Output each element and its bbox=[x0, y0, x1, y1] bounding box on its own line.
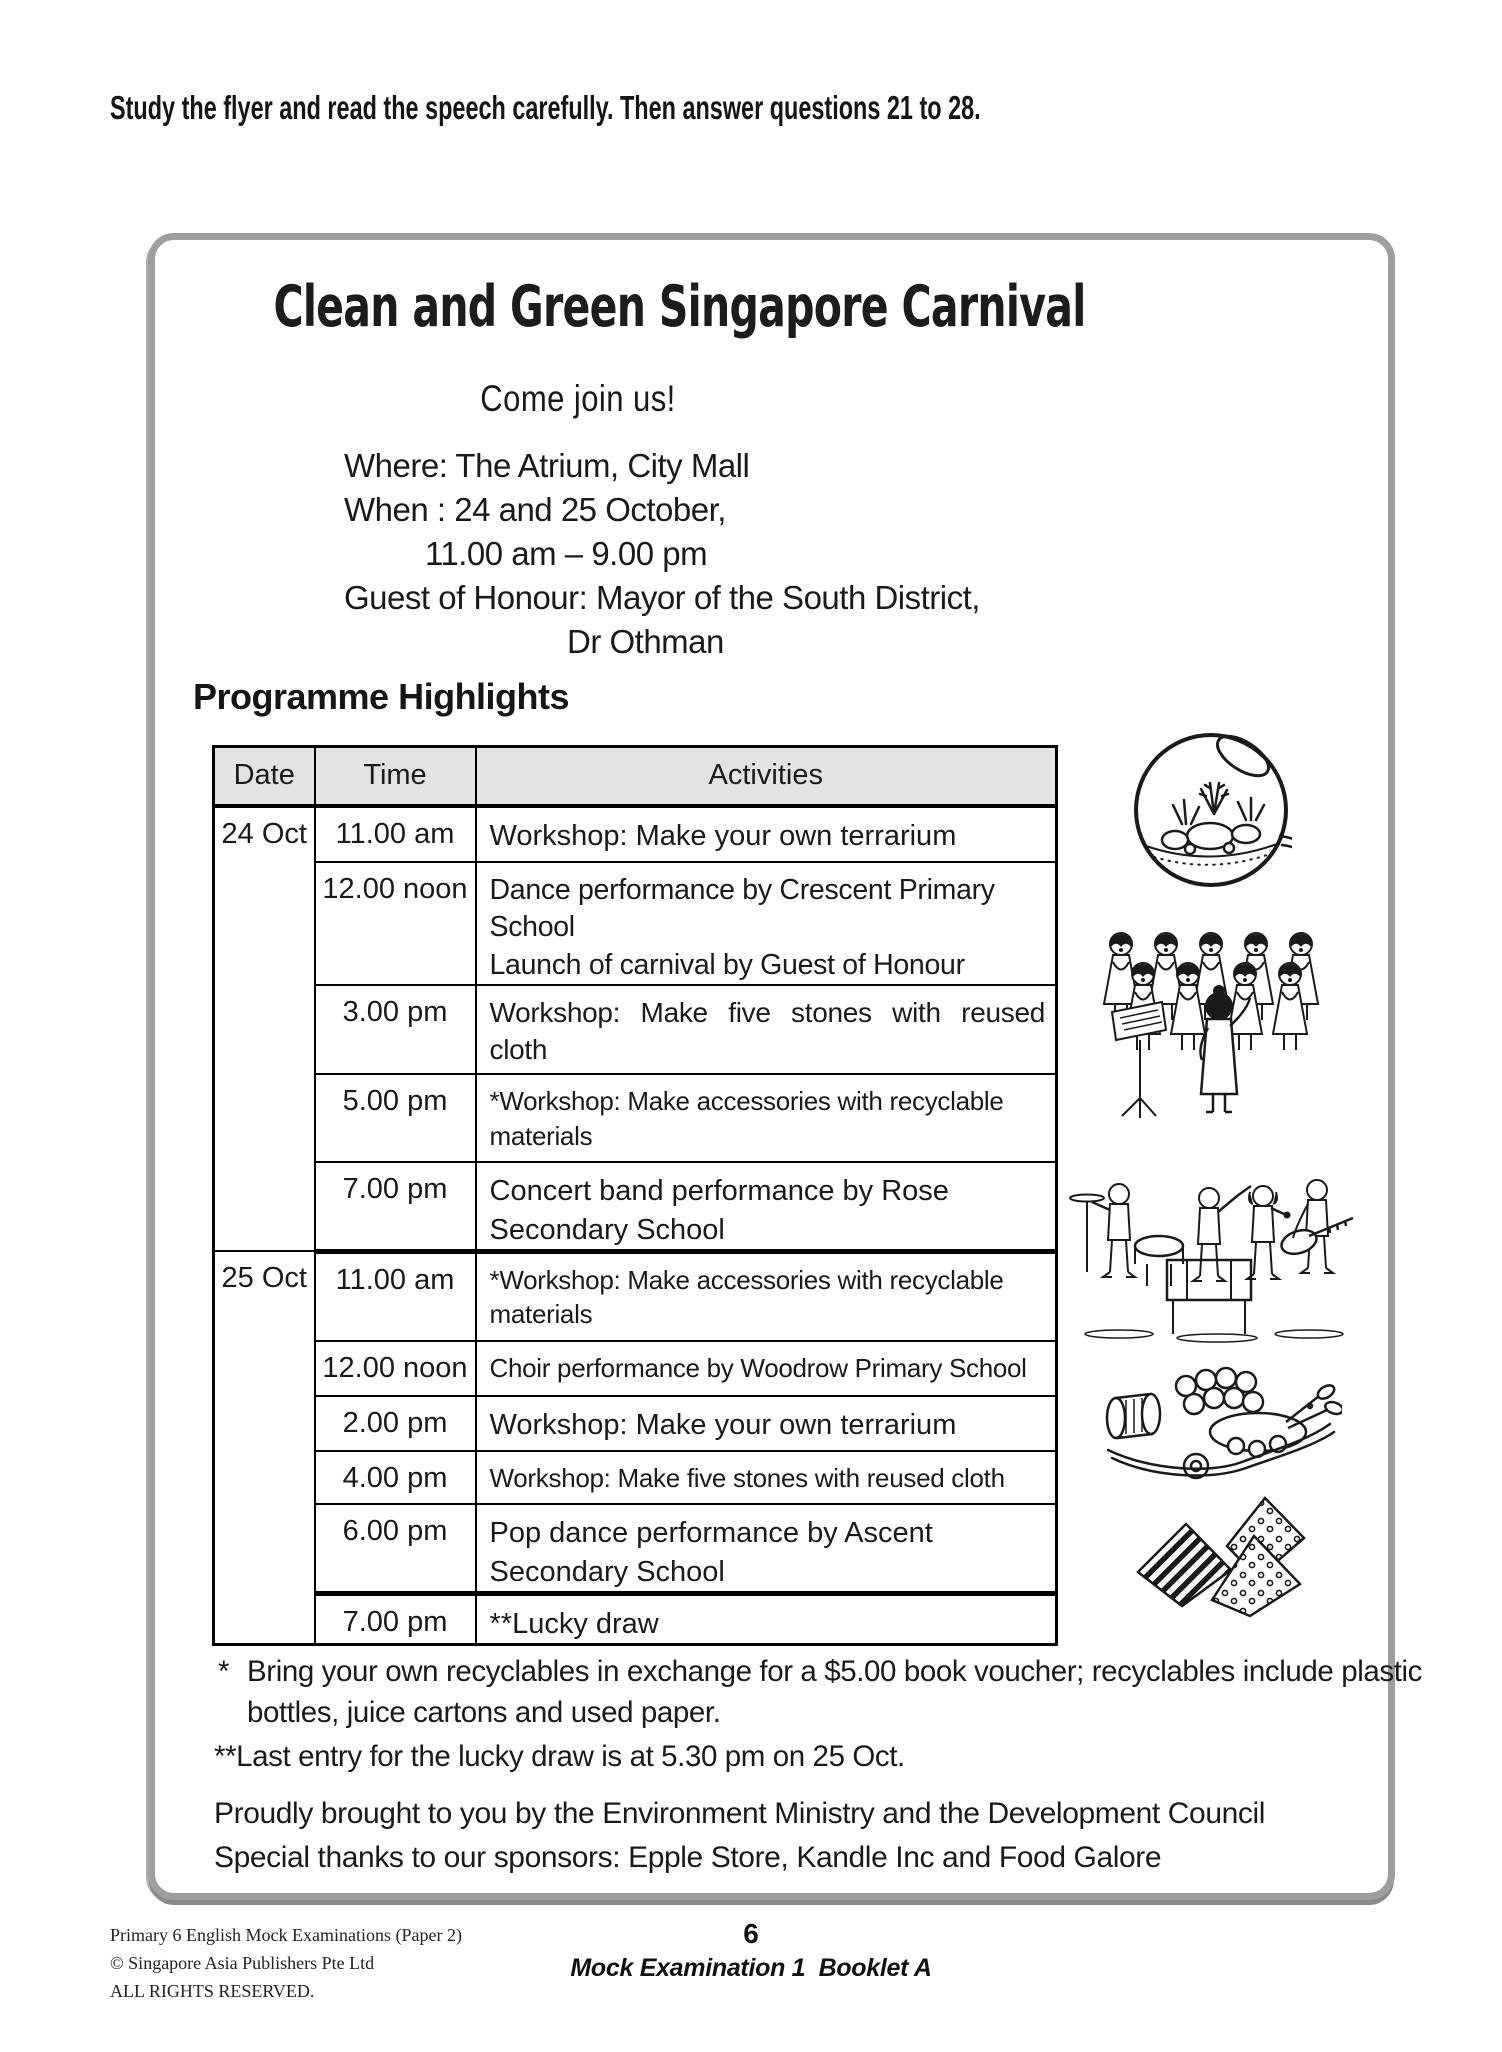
craft-materials-illustration bbox=[1090, 1352, 1342, 1484]
instruction-text: Study the flyer and read the speech carefully. Then answer questions 21 to 28. bbox=[110, 89, 981, 126]
date-cell: 25 Oct bbox=[214, 1251, 315, 1644]
activity-cell: Workshop: Make five stones with reused cloth bbox=[476, 985, 1057, 1074]
activity-cell: *Workshop: Make accessories with recyclable materials bbox=[476, 1251, 1057, 1341]
credits-organisers: Proudly brought to you by the Environment Ministry and the Development Council bbox=[214, 1797, 1266, 1830]
programme-heading: Programme Highlights bbox=[193, 676, 570, 717]
footnote-voucher: * Bring your own recyclables in exchange for a $5.00 book voucher; recyclables include plastic bottles, juice cartons and used paper. bbox=[214, 1652, 1449, 1733]
time-cell: 11.00 am bbox=[315, 806, 476, 862]
table-row bbox=[214, 1162, 1057, 1251]
event-when-line2: 11.00 am – 9.00 pm bbox=[425, 534, 708, 572]
programme-table bbox=[212, 745, 1058, 1646]
footer-imprint bbox=[110, 1922, 462, 2006]
time-cell: 12.00 noon bbox=[315, 862, 476, 986]
time-cell: 4.00 pm bbox=[315, 1451, 476, 1504]
time-cell: 2.00 pm bbox=[315, 1396, 476, 1451]
event-when-line1: When : 24 and 25 October, bbox=[344, 490, 726, 528]
table-row bbox=[214, 1074, 1057, 1162]
activity-cell: Workshop: Make your own terrarium bbox=[476, 1396, 1057, 1451]
time-cell: 3.00 pm bbox=[315, 985, 476, 1074]
table-row bbox=[214, 862, 1057, 986]
table-row bbox=[214, 1396, 1057, 1451]
time-cell: 7.00 pm bbox=[315, 1593, 476, 1644]
event-guest-line1: Guest of Honour: Mayor of the South District, bbox=[344, 578, 980, 616]
asterisk-marker: * bbox=[218, 1655, 230, 1688]
footer-center bbox=[451, 1918, 1051, 1983]
band-illustration bbox=[1067, 1138, 1359, 1344]
footnote-lucky-draw: **Last entry for the lucky draw is at 5.30 pm on 25 Oct. bbox=[214, 1740, 905, 1774]
table-row bbox=[214, 1341, 1057, 1396]
table-row bbox=[214, 1451, 1057, 1504]
activity-cell: Workshop: Make your own terrarium bbox=[476, 806, 1057, 862]
table-row bbox=[214, 1593, 1057, 1644]
table-row bbox=[214, 985, 1057, 1074]
five-stones-beanbags-icon bbox=[1130, 1480, 1322, 1622]
flyer-title: Clean and Green Singapore Carnival bbox=[273, 274, 1086, 340]
footer-imprint-line2: © Singapore Asia Publishers Pte Ltd bbox=[110, 1952, 375, 1973]
booklet-label: Mock Examination 1 Booklet A bbox=[570, 1954, 932, 1982]
choir-illustration bbox=[1093, 900, 1341, 1128]
time-cell: 11.00 am bbox=[315, 1251, 476, 1341]
table-row bbox=[214, 1504, 1057, 1593]
date-cell: 24 Oct bbox=[214, 806, 315, 1252]
choir-singing-icon bbox=[1093, 900, 1341, 1128]
event-guest-line2: Dr Othman bbox=[567, 622, 724, 660]
terrarium-bowl-icon bbox=[1130, 718, 1292, 898]
five-stones-illustration bbox=[1130, 1480, 1322, 1622]
carnival-flyer bbox=[148, 233, 1423, 1900]
table-header-row bbox=[214, 747, 1057, 806]
header-time: Time bbox=[315, 747, 476, 806]
event-where: Where: The Atrium, City Mall bbox=[344, 447, 750, 484]
terrarium-illustration bbox=[1130, 718, 1292, 898]
time-cell: 12.00 noon bbox=[315, 1341, 476, 1396]
activity-cell: Pop dance performance by Ascent Secondary School bbox=[476, 1504, 1057, 1593]
activity-cell: Dance performance by Crescent Primary School Launch of carnival by Guest of Honour bbox=[476, 862, 1057, 986]
header-date: Date bbox=[214, 747, 315, 806]
footer-imprint-line3: ALL RIGHTS RESERVED. bbox=[110, 1980, 315, 2001]
concert-band-icon bbox=[1067, 1138, 1359, 1344]
activity-cell: Choir performance by Woodrow Primary School bbox=[476, 1341, 1057, 1396]
flyer-tagline: Come join us! bbox=[480, 378, 676, 419]
activity-cell: Concert band performance by Rose Secondary School bbox=[476, 1162, 1057, 1251]
time-cell: 7.00 pm bbox=[315, 1162, 476, 1251]
time-cell: 6.00 pm bbox=[315, 1504, 476, 1593]
page-number: 6 bbox=[743, 1918, 759, 1949]
credits bbox=[214, 1792, 1449, 1881]
activity-cell: *Workshop: Make accessories with recyclable materials bbox=[476, 1074, 1057, 1162]
table-row bbox=[214, 806, 1057, 862]
table-row bbox=[214, 1251, 1057, 1341]
footer-imprint-line1: Primary 6 English Mock Examinations (Paper 2) bbox=[110, 1925, 462, 1945]
activity-cell: Workshop: Make five stones with reused cloth bbox=[476, 1451, 1057, 1504]
footnotes bbox=[214, 1652, 1449, 1778]
credits-sponsors: Special thanks to our sponsors: Epple Store, Kandle Inc and Food Galore bbox=[214, 1841, 1162, 1875]
activity-cell: **Lucky draw bbox=[476, 1593, 1057, 1644]
event-details bbox=[344, 444, 980, 663]
time-cell: 5.00 pm bbox=[315, 1074, 476, 1162]
craft-materials-icon bbox=[1090, 1352, 1342, 1484]
header-activities: Activities bbox=[476, 747, 1057, 806]
